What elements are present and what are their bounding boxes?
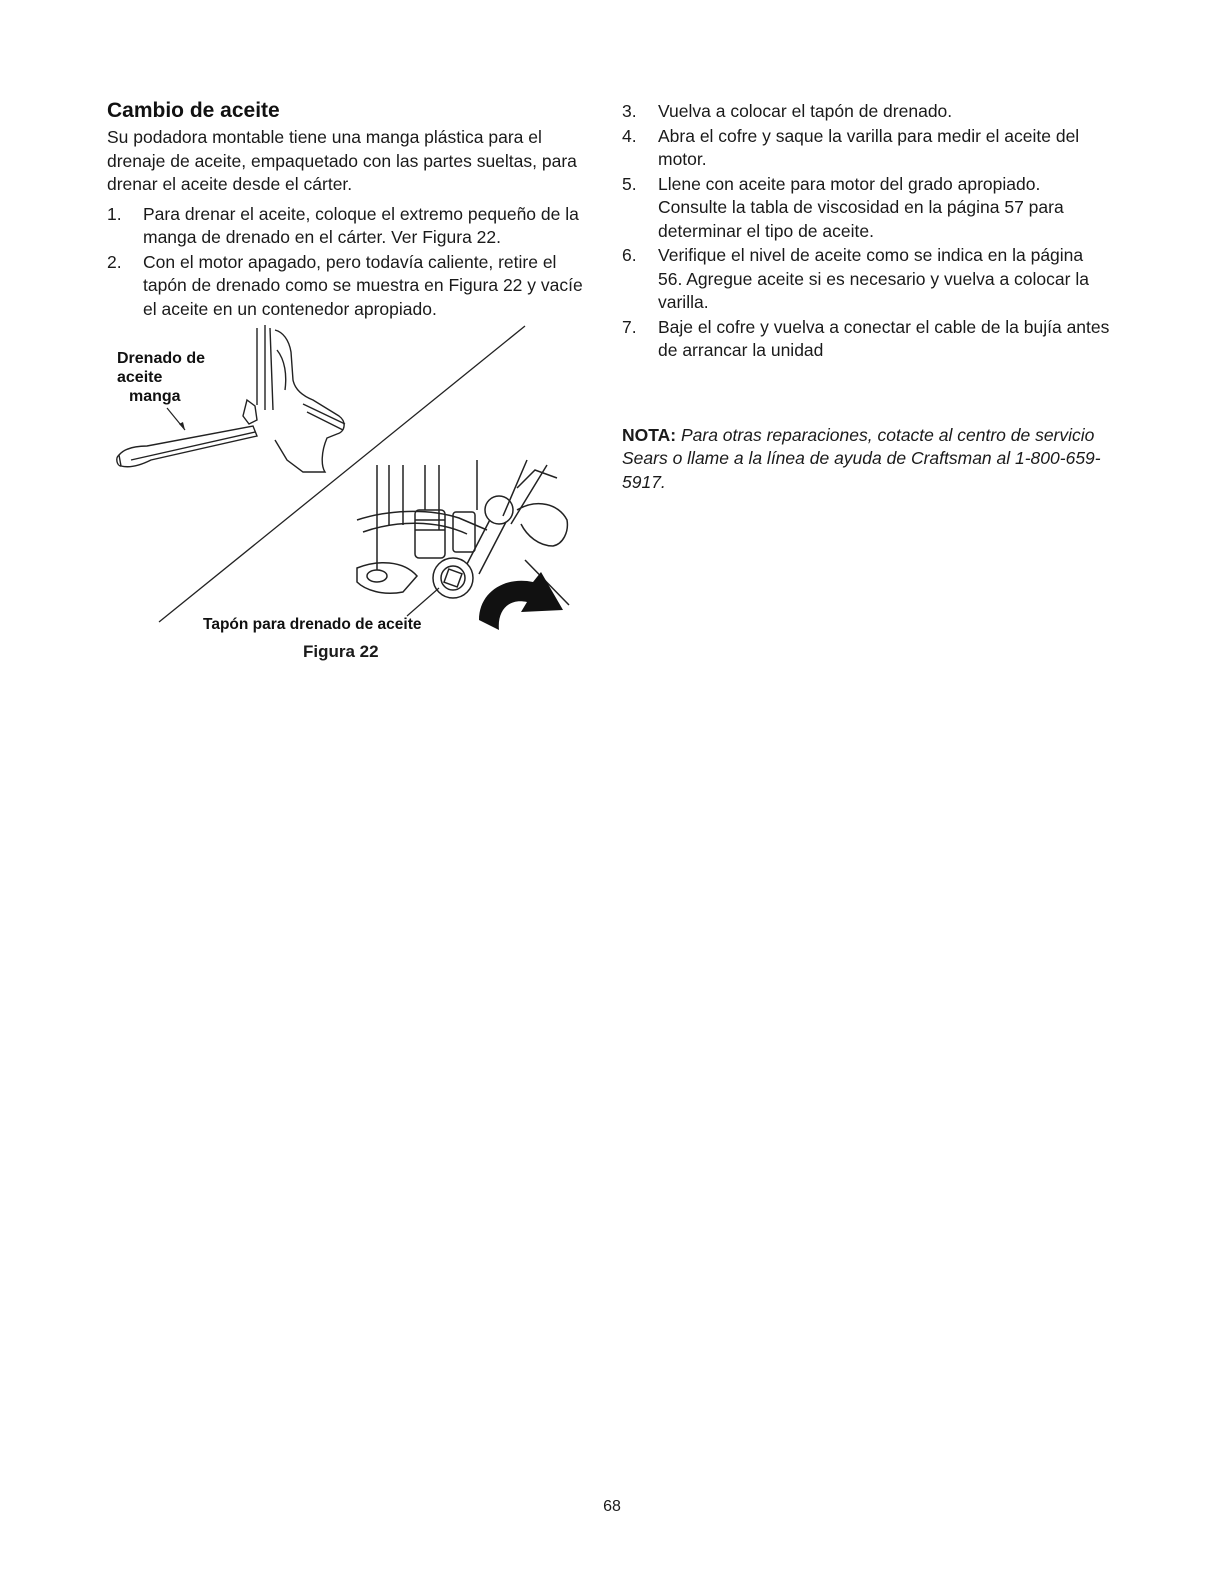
step-text: Verifique el nivel de aceite como se indica en la página 56. Agregue aceite si es necesario y vuelva a colocar la varilla. — [658, 245, 1089, 312]
sleeve-label-line: aceite — [117, 369, 163, 386]
list-item — [107, 203, 589, 250]
step-text: Vuelva a colocar el tapón de drenado. — [658, 101, 953, 121]
note-paragraph — [622, 424, 1112, 495]
steps-list-right — [622, 100, 1112, 363]
engine-block-drawing — [243, 325, 345, 472]
step-number: 5. — [622, 173, 637, 194]
list-item — [107, 251, 589, 322]
sleeve-label — [117, 349, 237, 406]
step-number: 6. — [622, 245, 637, 265]
step-number: 4. — [622, 125, 637, 146]
section-title: Cambio de aceite — [107, 99, 280, 122]
intro-paragraph: Su podadora montable tiene una manga plástica para el drenaje de aceite, empaquetado con las partes sueltas, para drenar el aceite desde el cárter. — [107, 127, 577, 194]
list-item — [622, 125, 1112, 172]
step-text: Abra el cofre y saque la varilla para medir el aceite del motor. — [658, 125, 1080, 169]
page-number: 68 — [603, 1498, 621, 1515]
plug-label: Tapón para drenado de aceite — [203, 616, 422, 633]
step-text: Con el motor apagado, pero todavía caliente, retire el tapón de drenado como se muestra en Figura 22 y vacíe el aceite en un contenedor apropiado. — [143, 251, 583, 319]
step-text: Baje el cofre y vuelva a conectar el cable de la bujía antes de arrancar la unidad — [658, 316, 1110, 360]
note-text: Para otras reparaciones, cotacte al centro de servicio Sears o llame a la línea de ayuda de Craftsman al 1-800-659-5917. — [622, 424, 1101, 492]
left-column — [107, 98, 589, 322]
rotate-counterclockwise-icon — [479, 572, 563, 630]
step-number: 2. — [107, 251, 122, 272]
step-number: 3. — [622, 101, 637, 121]
list-item — [622, 316, 1112, 363]
sleeve-label-line: manga — [129, 388, 181, 405]
list-item — [622, 100, 1112, 124]
step-text: Llene con aceite para motor del grado apropiado. Consulte la tabla de viscosidad en la página 57 para determinar el tipo de aceite. — [658, 173, 1064, 241]
step-text: Para drenar el aceite, coloque el extremo pequeño de la manga de drenado en el cárter. Ver Figura 22. — [143, 203, 579, 247]
step-number: 7. — [622, 316, 637, 337]
note-label: NOTA: — [622, 424, 677, 445]
steps-list-left — [107, 203, 589, 322]
drain-sleeve-drawing — [117, 426, 257, 467]
step-number: 1. — [107, 203, 122, 224]
list-item — [622, 244, 1112, 315]
right-column — [622, 100, 1112, 512]
plug-leader-line — [407, 588, 439, 616]
figure-22 — [107, 320, 587, 670]
figure-caption: Figura 22 — [303, 642, 379, 661]
sleeve-label-line: Drenado de — [117, 350, 206, 367]
list-item — [622, 173, 1112, 244]
